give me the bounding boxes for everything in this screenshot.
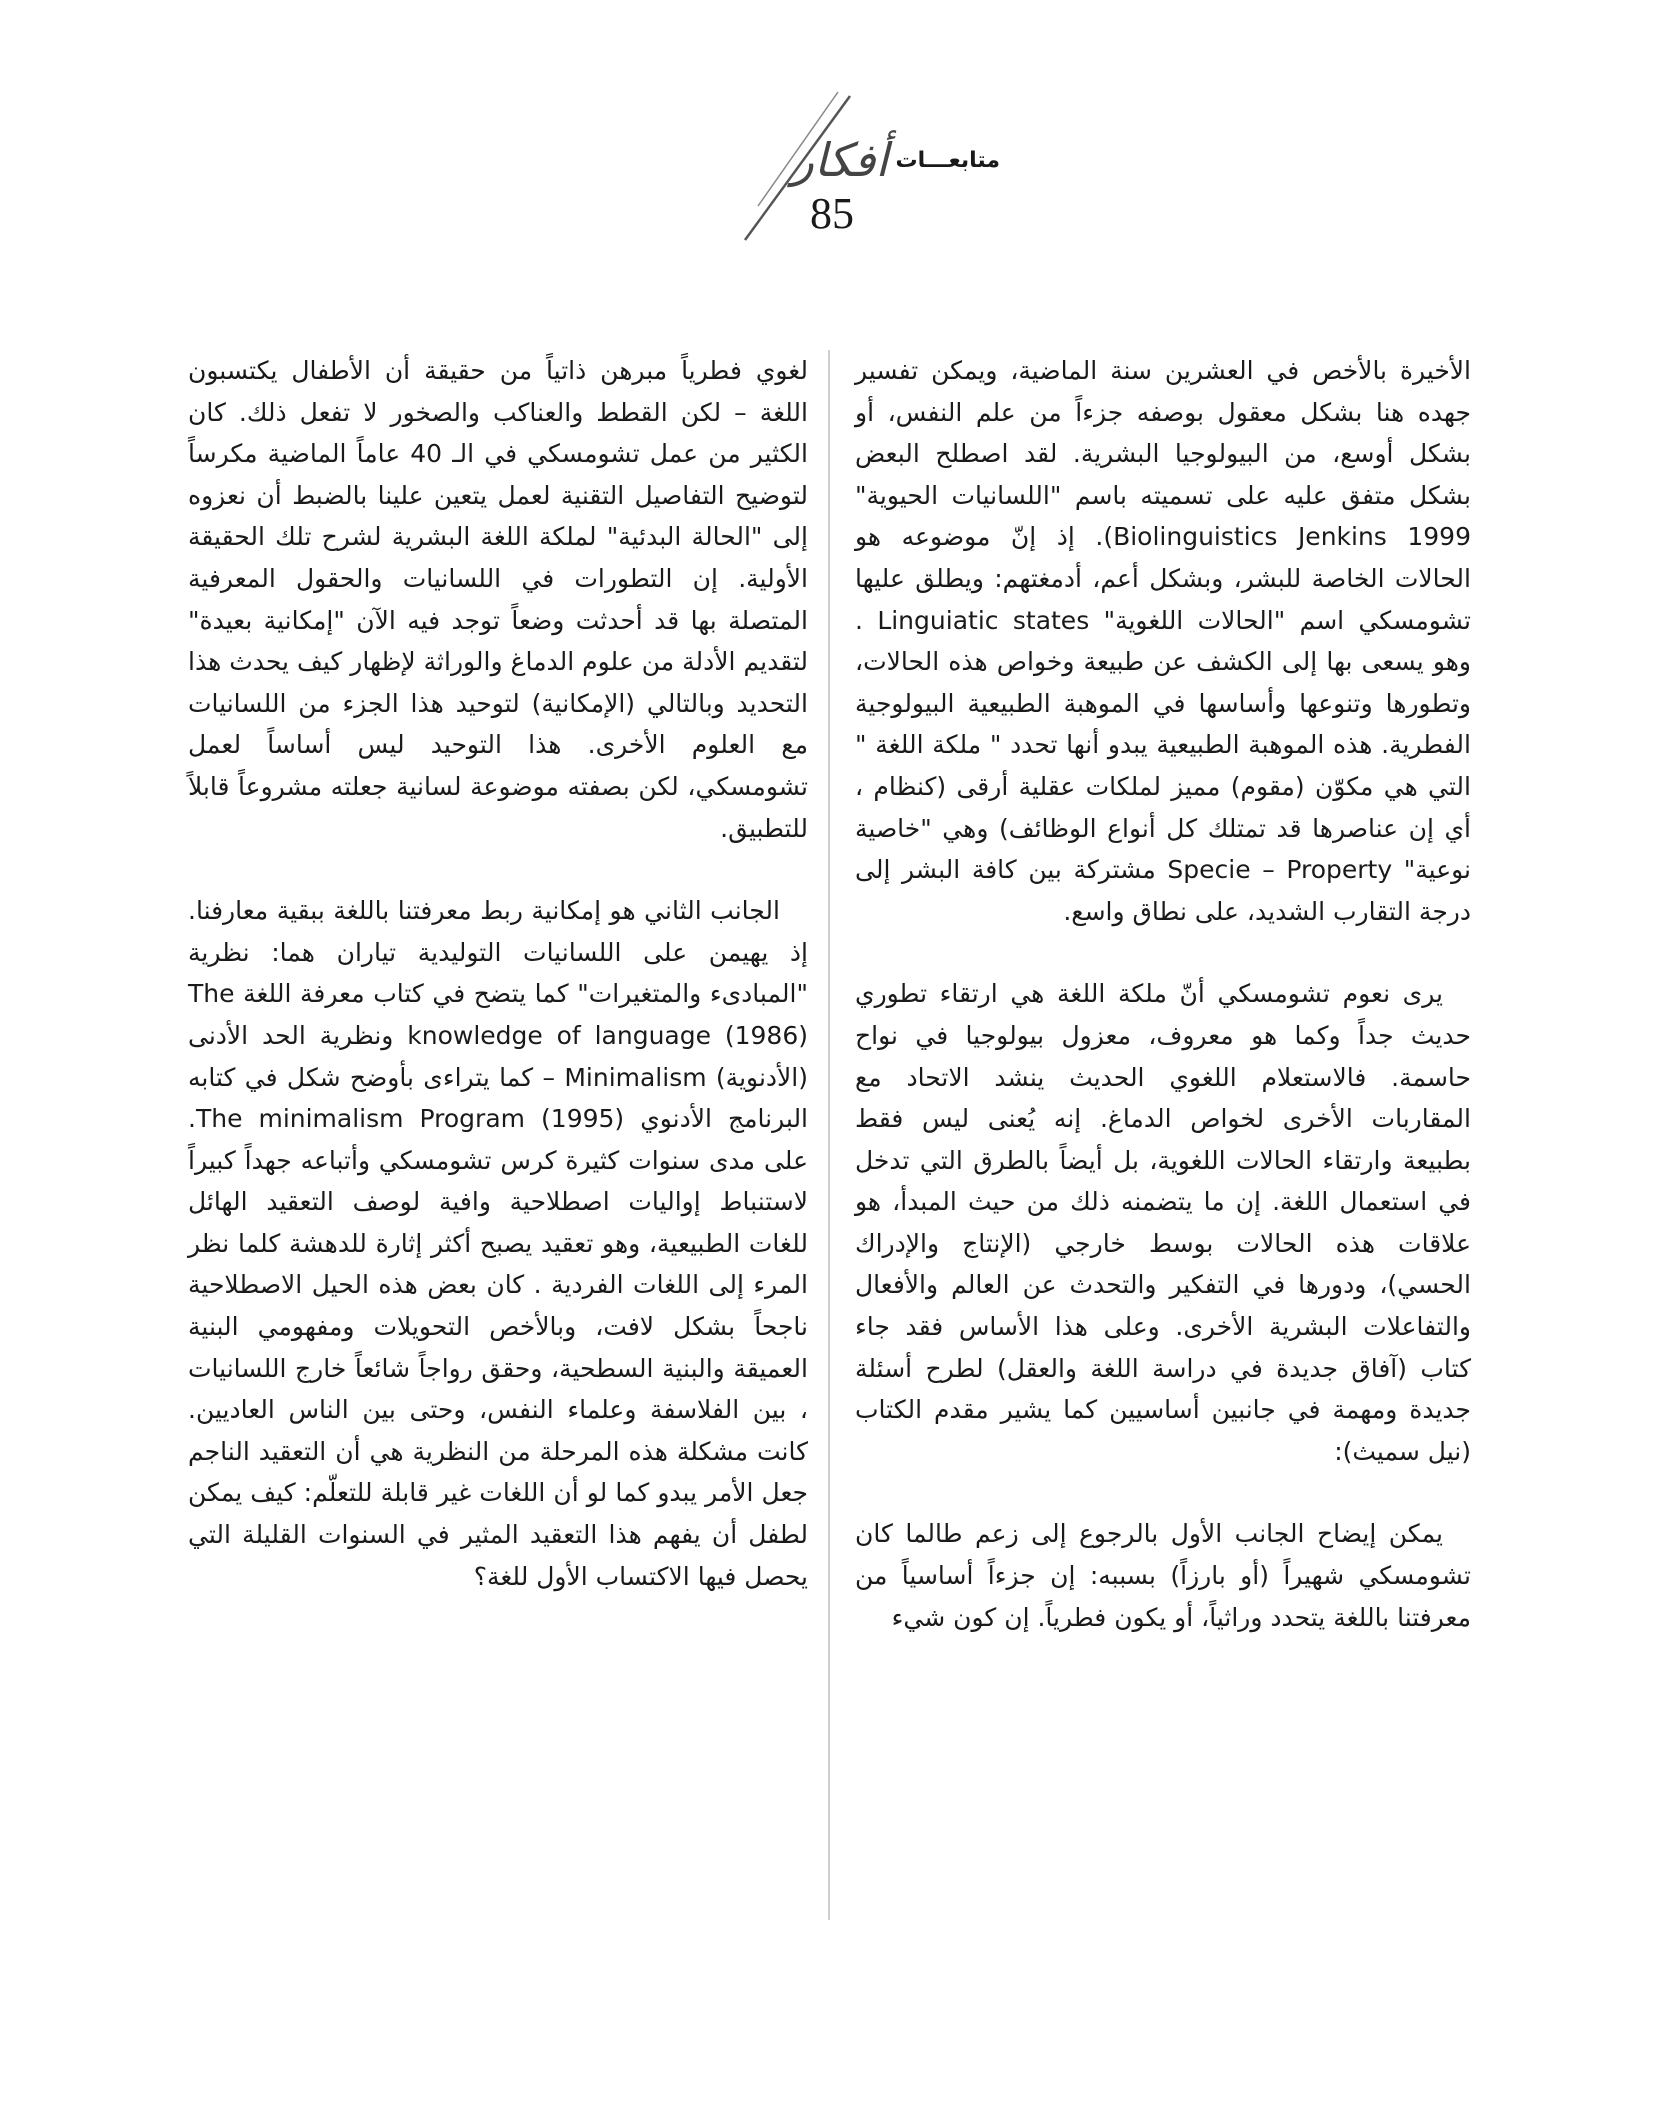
page-header <box>700 88 1000 248</box>
logo-text: أفكار <box>791 133 889 187</box>
paragraph: لغوي فطرياً مبرهن ذاتياً من حقيقة أن الأطفال يكتسبون اللغة – لكن القطط والعناكب والصخور لا تفعل ذلك. كان الكثير من عمل تشومسكي في الـ 40 عاماً الماضية مكرساً لتوضيح التفاصيل التقنية لعمل يتعين علينا بالضبط أن نعزوه إلى "الحالة البدئية" لملكة اللغة البشرية لشرح تلك الحقيقة الأولية. إن التطورات في اللسانيات والحقول المعرفية المتصلة بها قد أحدثت وضعاً توجد فيه الآن "إمكانية بعيدة" لتقديم الأدلة من علوم الدماغ والوراثة لإظهار كيف يحدث هذا التحديد وبالتالي (الإمكانية) لتوحيد هذا الجزء من اللسانيات مع العلوم الأخرى. هذا التوحيد ليس أساساً لعمل تشومسكي، لكن بصفته موضوعة لسانية جعلته مشروعاً قابلاً للتطبيق. <box>188 356 808 843</box>
left-column <box>188 350 808 1638</box>
paragraph: يرى نعوم تشومسكي أنّ ملكة اللغة هي ارتقاء تطوري حديث جداً وكما هو معروف، معزول بيولوجيا في نواح حاسمة. فالاستعلام اللغوي الحديث ينشد الاتحاد مع المقاربات الأخرى لخواص الدماغ. إنه يُعنى ليس فقط بطبيعة وارتقاء الحالات اللغوية، بل أيضاً بالطرق التي تدخل في استعمال اللغة. إن ما يتضمنه ذلك من حيث المبدأ، هو علاقات هذه الحالات بوسط خارجي (الإنتاج والإدراك الحسي)، ودورها في التفكير والتحدث عن العالم والأفعال والتفاعلات البشرية الأخرى. وعلى هذا الأساس فقد جاء كتاب (آفاق جديدة في دراسة اللغة والعقل) لطرح أسئلة جديدة ومهمة في جانبين أساسيين كما يشير مقدم الكتاب (نيل سميث): <box>855 979 1471 1466</box>
section-label: متابعـــات <box>895 148 1000 173</box>
right-column <box>855 350 1471 1679</box>
paragraph: يمكن إيضاح الجانب الأول بالرجوع إلى زعم طالما كان تشومسكي شهيراً (أو بارزاً) بسببه: إن جزءاً أساسياً من معرفتنا باللغة يتحدد وراثياً، أو يكون فطرياً. إن كون شيء <box>855 1519 1471 1632</box>
column-divider <box>828 350 830 1920</box>
page-number: 85 <box>810 189 854 238</box>
paragraph: الأخيرة بالأخص في العشرين سنة الماضية، ويمكن تفسير جهده هنا بشكل معقول بوصفه جزءاً من علم النفس، أو بشكل أوسع، من البيولوجيا البشرية. لقد اصطلح البعض بشكل متفق عليه على تسميته باسم "اللسانيات الحيوية" Biolinguistics Jenkins 1999). إذ إنّ موضوعه هو الحالات الخاصة للبشر، وبشكل أعم، أدمغتهم: ويطلق عليها تشومسكي اسم "الحالات اللغوية" Linguiatic states . وهو يسعى بها إلى الكشف عن طبيعة وخواص هذه الحالات، وتطورها وتنوعها وأساسها في الموهبة الطبيعية البيولوجية الفطرية. هذه الموهبة الطبيعية يبدو أنها تحدد " ملكة اللغة " التي هي مكوّن (مقوم) مميز لملكات عقلية أرقى (كنظام ، أي إن عناصرها قد تمتلك كل أنواع الوظائف) وهي "خاصية نوعية" Specie – Property مشتركة بين كافة البشر إلى درجة التقارب الشديد، على نطاق واسع. <box>855 356 1471 926</box>
paragraph: الجانب الثاني هو إمكانية ربط معرفتنا باللغة ببقية معارفنا. إذ يهيمن على اللسانيات التوليدية تياران هما: نظرية "المبادىء والمتغيرات" كما يتضح في كتاب معرفة اللغة The knowledge of language (1986) ونظرية الحد الأدنى (الأدنوية) Minimalism – كما يتراءى بأوضح شكل في كتابه البرنامج الأدنوي (1995) The minimalism Program. على مدى سنوات كثيرة كرس تشومسكي وأتباعه جهداً كبيراً لاستنباط إواليات اصطلاحية وافية لوصف التعقيد الهائل للغات الطبيعية، وهو تعقيد يصبح أكثر إثارة للدهشة كلما نظر المرء إلى اللغات الفردية . كان بعض هذه الحيل الاصطلاحية ناجحاً بشكل لافت، وبالأخص التحويلات ومفهومي البنية العميقة والبنية السطحية، وحقق رواجاً شائعاً خارج اللسانيات ، بين الفلاسفة وعلماء النفس، وحتى بين الناس العاديين. كانت مشكلة هذه المرحلة من النظرية هي أن التعقيد الناجم جعل الأمر يبدو كما لو أن اللغات غير قابلة للتعلّم: كيف يمكن لطفل أن يفهم هذا التعقيد المثير في السنوات القليلة التي يحصل فيها الاكتساب الأول للغة؟ <box>188 896 809 1591</box>
